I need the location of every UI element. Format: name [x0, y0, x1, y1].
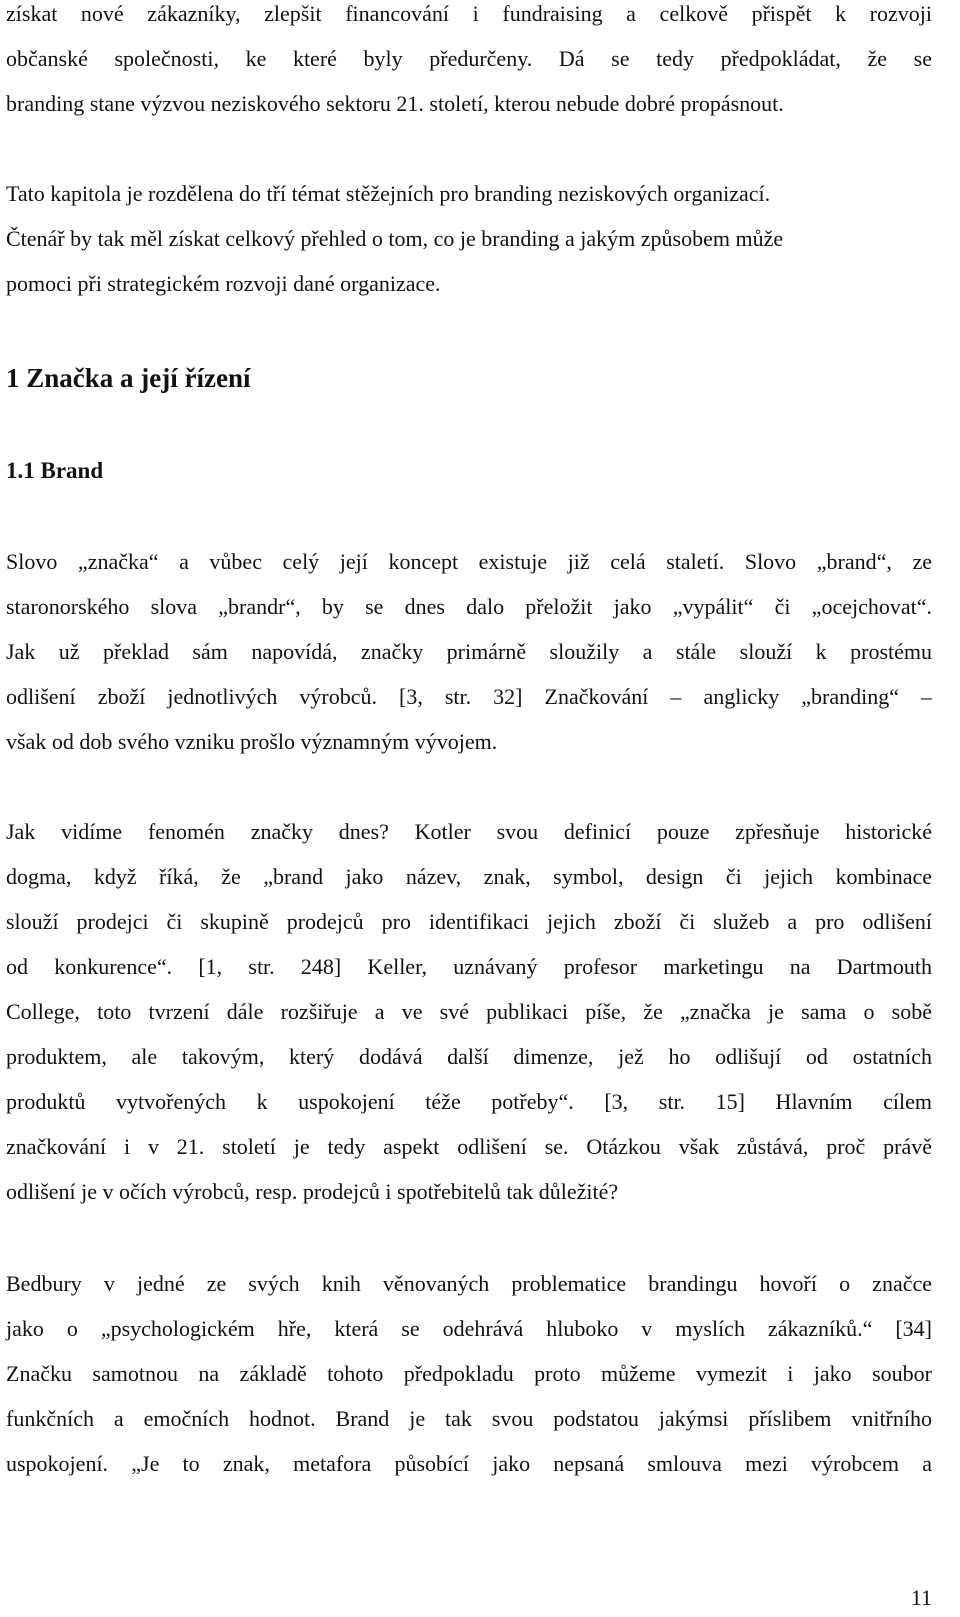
paragraph-3-line-4: funkčních a emočních hodnot. Brand je tak svou podstatou jakýmsi příslibem vnitřního: [6, 1406, 932, 1431]
intro-line-3: branding stane výzvou neziskového sektoru 21. století, kterou nebude dobré propásnout.: [6, 91, 784, 116]
paragraph-2-line-4: od konkurence“. [1, str. 248] Keller, uznávaný profesor marketingu na Dartmouth: [6, 954, 932, 979]
paragraph-1-line-2: staronorského slova „brandr“, by se dnes dalo přeložit jako „vypálit“ či „ocejchovat“.: [6, 594, 932, 619]
paragraph-1-line-5: však od dob svého vzniku prošlo významným vývojem.: [6, 729, 498, 754]
paragraph-3-line-2: jako o „psychologickém hře, která se odehrává hluboko v myslích zákazníků.“ [34]: [6, 1316, 932, 1341]
page-number: 11: [910, 1585, 932, 1610]
intro-line-1: získat nové zákazníky, zlepšit financování i fundraising a celkově přispět k rozvoji: [6, 1, 932, 26]
intro-line-2: občanské společnosti, ke které byly předurčeny. Dá se tedy předpokládat, že se: [6, 46, 932, 71]
paragraph-3-line-5: uspokojení. „Je to znak, metafora působící jako nepsaná smlouva mezi výrobcem a: [6, 1451, 932, 1476]
paragraph-2-line-3: slouží prodejci či skupině prodejců pro identifikaci jejich zboží či služeb a pro odlišení: [6, 909, 932, 934]
overview-line-2: Čtenář by tak měl získat celkový přehled o tom, co je branding a jakým způsobem může: [6, 226, 784, 251]
paragraph-2-line-9: odlišení je v očích výrobců, resp. prodejců i spotřebitelů tak důležité?: [6, 1179, 619, 1204]
chapter-heading: 1 Značka a její řízení: [6, 363, 251, 393]
paragraph-1-line-3: Jak už překlad sám napovídá, značky primárně sloužily a stále slouží k prostému: [6, 639, 932, 664]
paragraph-2-line-2: dogma, když říká, že „brand jako název, znak, symbol, design či jejich kombinace: [6, 864, 932, 889]
paragraph-3-line-1: Bedbury v jedné ze svých knih věnovaných problematice brandingu hovoří o značce: [6, 1271, 932, 1296]
paragraph-3-line-3: Značku samotnou na základě tohoto předpokladu proto můžeme vymezit i jako soubor: [6, 1361, 932, 1386]
overview-line-3: pomoci při strategickém rozvoji dané organizace.: [6, 271, 441, 296]
overview-line-1: Tato kapitola je rozdělena do tří témat stěžejních pro branding neziskových organizací.: [6, 181, 771, 206]
paragraph-2-line-8: značkování i v 21. století je tedy aspekt odlišení se. Otázkou však zůstává, proč právě: [6, 1134, 932, 1159]
paragraph-2-line-6: produktem, ale takovým, který dodává další dimenze, jež ho odlišují od ostatních: [6, 1044, 932, 1069]
paragraph-1-line-4: odlišení zboží jednotlivých výrobců. [3, str. 32] Značkování – anglicky „branding“ –: [6, 684, 932, 709]
section-heading: 1.1 Brand: [6, 458, 104, 483]
paragraph-2-line-7: produktů vytvořených k uspokojení téže potřeby“. [3, str. 15] Hlavním cílem: [6, 1089, 932, 1114]
paragraph-2-line-1: Jak vidíme fenomén značky dnes? Kotler svou definicí pouze zpřesňuje historické: [6, 819, 932, 844]
paragraph-1-line-1: Slovo „značka“ a vůbec celý její koncept existuje již celá staletí. Slovo „brand“, ze: [6, 549, 932, 574]
paragraph-2-line-5: College, toto tvrzení dále rozšiřuje a ve své publikaci píše, že „značka je sama o sobě: [6, 999, 932, 1024]
